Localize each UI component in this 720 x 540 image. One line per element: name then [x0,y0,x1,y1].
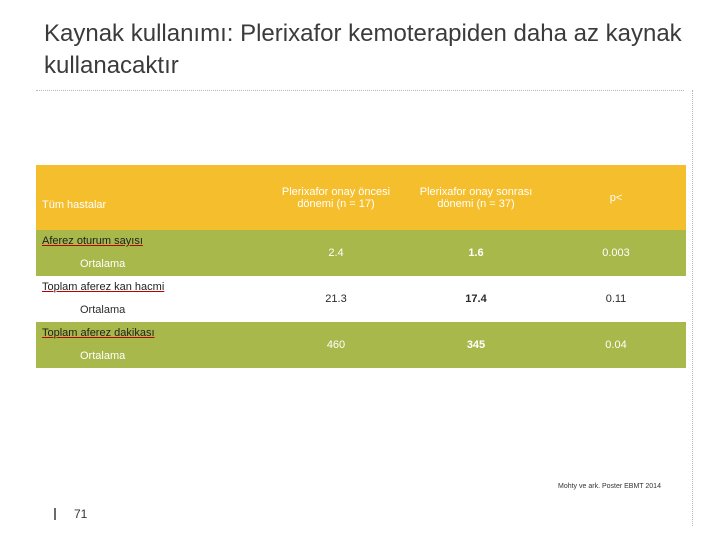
header-after: Plerixafor onay sonrası dönemi (n = 37) [406,165,546,230]
value-p: 0.11 [546,276,686,322]
row-label-cell [36,276,266,322]
table-row [36,230,686,276]
header-p: p< [546,165,686,230]
source-footnote: Mohty ve ark. Poster EBMT 2014 [558,483,661,490]
table-row [36,322,686,368]
metric-sublabel: Ortalama [80,304,126,316]
header-before: Plerixafor onay öncesi dönemi (n = 17) [266,165,406,230]
right-border-line [692,90,693,526]
table-row [36,276,686,322]
value-after: 17.4 [406,276,546,322]
page-number: 71 [74,507,88,521]
value-p: 0.04 [546,322,686,368]
page-marker [54,508,56,520]
value-before: 2.4 [266,230,406,276]
metric-label: Toplam aferez dakikası [42,327,155,339]
value-after: 345 [406,322,546,368]
value-p: 0.003 [546,230,686,276]
row-label-cell [36,230,266,276]
results-table [36,165,686,368]
row-label-cell [36,322,266,368]
value-after: 1.6 [406,230,546,276]
metric-sublabel: Ortalama [80,258,126,270]
header-label: Tüm hastalar [36,165,266,230]
slide-title: Kaynak kullanımı: Plerixafor kemoterapiden daha az kaynak kullanacaktır [44,20,682,79]
title-divider [36,90,684,91]
metric-label: Aferez oturum sayısı [42,235,143,247]
metric-label: Toplam aferez kan hacmi [42,281,165,293]
value-before: 460 [266,322,406,368]
value-before: 21.3 [266,276,406,322]
table-header-row [36,165,686,230]
metric-sublabel: Ortalama [80,350,126,362]
